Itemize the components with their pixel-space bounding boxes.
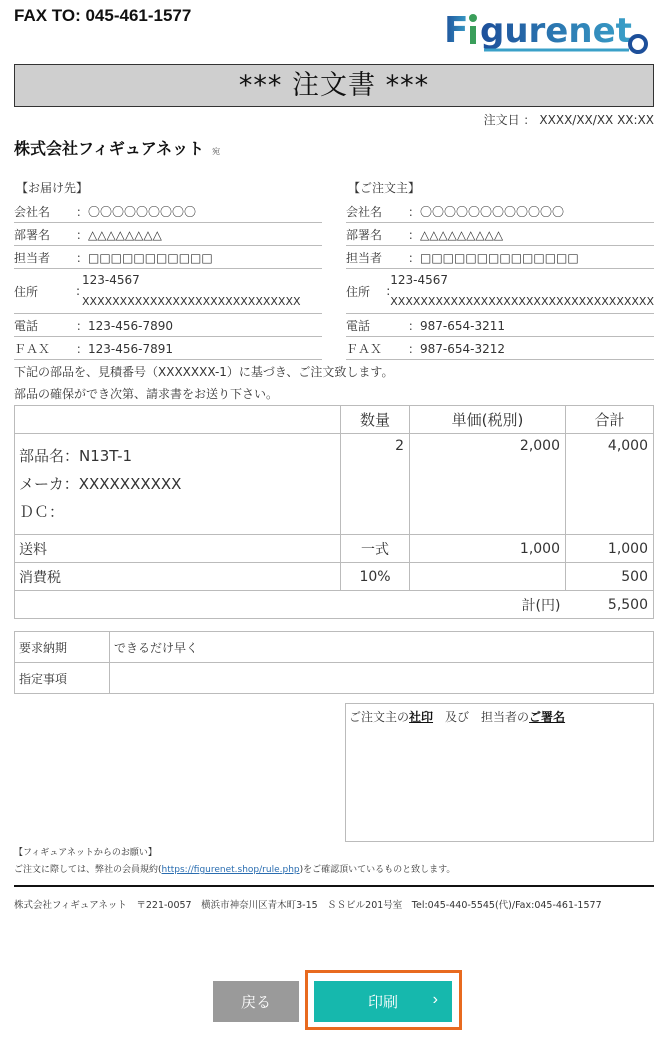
maker: メーカ：XXXXXXXXXX xyxy=(19,475,182,493)
sig-text: ご注文主の xyxy=(349,710,410,724)
sig-seal: 社印 xyxy=(409,710,434,724)
order-date-label: 注文日 ： xyxy=(483,113,536,127)
sum-label: 計(円) xyxy=(15,591,566,619)
table-row xyxy=(15,535,654,563)
field-label: ＦＡＸ xyxy=(14,341,51,356)
instructions-label: 指定事項 xyxy=(15,663,110,694)
zip-code: 123-4567 xyxy=(390,273,449,287)
rules-link[interactable]: https://figurenet.shop/rule.php xyxy=(161,865,300,875)
sig-text: 及び 担当者の xyxy=(433,710,530,724)
svg-text:F: F xyxy=(444,10,469,51)
field-row xyxy=(14,337,322,360)
field-label: 担当者 xyxy=(14,250,51,265)
due-date-label: 要求納期 xyxy=(15,632,110,663)
field-label: ＦＡＸ xyxy=(346,341,383,356)
company-footer: 株式会社フィギュアネット 〒221-0057 横浜市神奈川区青木町3-15 ＳＳビル201号室 Tel:045-440-5545(代)/Fax:045-461-1577 xyxy=(14,900,602,911)
back-button[interactable]: 戻る xyxy=(213,981,299,1022)
field-label: 電話 xyxy=(346,318,371,333)
instructions-value xyxy=(110,663,654,694)
sum-total: 5,500 xyxy=(566,591,654,619)
field-label: 電話 xyxy=(14,318,39,333)
shipping-unit: 1,000 xyxy=(410,535,566,563)
col-header-total: 合計 xyxy=(566,406,654,434)
fax-number: FAX TO: 045-461-1577 xyxy=(14,6,192,25)
col-header-item xyxy=(15,406,341,434)
shipping-total: 1,000 xyxy=(566,535,654,563)
field-row xyxy=(346,246,654,269)
delivery-address xyxy=(14,178,322,360)
tax-label: 消費税 xyxy=(15,563,341,591)
due-date-value: できるだけ早く xyxy=(110,632,654,663)
svg-text:gurenet: gurenet xyxy=(480,11,632,51)
field-label: 部署名 xyxy=(14,227,51,242)
item-qty: 2 xyxy=(341,434,410,535)
request-pre: ご注文に際しては、弊社の会員規約( xyxy=(14,865,162,875)
table-row xyxy=(15,632,654,663)
figurenet-logo xyxy=(444,6,654,62)
field-row xyxy=(14,223,322,246)
col-header-qty: 数量 xyxy=(341,406,410,434)
shipping-qty: 一式 xyxy=(341,535,410,563)
field-value: ：□□□□□□□□□□□ xyxy=(76,250,213,265)
order-note-1: 下記の部品を、見積番号（XXXXXXX-1）に基づき、ご注文致します。 xyxy=(14,365,394,379)
field-value: ：△△△△△△△△△ xyxy=(408,227,504,242)
field-value: ：△△△△△△△△ xyxy=(76,227,162,242)
field-row xyxy=(346,314,654,337)
item-unit-price: 2,000 xyxy=(410,434,566,535)
field-row xyxy=(346,200,654,223)
recipient-name: 株式会社フィギュアネット xyxy=(14,139,205,158)
divider xyxy=(14,885,654,887)
field-row xyxy=(14,200,322,223)
date-code: ＤＣ： xyxy=(19,503,65,521)
field-row xyxy=(346,337,654,360)
print-label: 印刷 xyxy=(367,994,398,1011)
col-header-unit-price: 単価(税別) xyxy=(410,406,566,434)
tax-unit xyxy=(410,563,566,591)
delivery-terms-table xyxy=(14,631,654,694)
field-label: 部署名 xyxy=(346,227,383,242)
address-row: 住所 : 123-4567 XXXXXXXXXXXXXXXXXXXXXXXXXXXXX xyxy=(14,269,322,314)
chevron-right-icon: › xyxy=(432,991,438,1008)
table-row xyxy=(15,663,654,694)
field-label: 会社名 xyxy=(14,204,51,219)
item-total: 4,000 xyxy=(566,434,654,535)
field-value: ：987-654-3212 xyxy=(408,341,506,356)
table-row xyxy=(15,563,654,591)
field-label: 担当者 xyxy=(346,250,383,265)
field-value: ：123-456-7891 xyxy=(76,341,174,356)
table-row xyxy=(15,591,654,619)
shipping-label: 送料 xyxy=(15,535,341,563)
recipient-suffix: 宛 xyxy=(212,147,221,156)
tax-rate: 10% xyxy=(341,563,410,591)
signature-box xyxy=(345,703,654,842)
sig-sign: ご署名 xyxy=(529,710,566,724)
section-heading: 【お届け先】 xyxy=(16,181,89,195)
field-value: ：〇〇〇〇〇〇〇〇〇〇〇〇 xyxy=(408,204,565,219)
request-post: )をご確認頂いているものと致します。 xyxy=(299,865,456,875)
field-row xyxy=(14,246,322,269)
recipient-company xyxy=(14,136,220,159)
field-value: ：〇〇〇〇〇〇〇〇〇 xyxy=(76,204,197,219)
item-description xyxy=(15,434,341,535)
tax-total: 500 xyxy=(566,563,654,591)
items-table xyxy=(14,405,654,619)
field-value: ：123-456-7890 xyxy=(76,318,174,333)
print-button[interactable] xyxy=(314,981,452,1022)
document-title: *** 注文書 *** xyxy=(14,64,654,107)
address-value: XXXXXXXXXXXXXXXXXXXXXXXXXXXXX xyxy=(82,295,301,308)
field-value: ：987-654-3211 xyxy=(408,318,506,333)
address-value: XXXXXXXXXXXXXXXXXXXXXXXXXXXXXXXXXXX xyxy=(390,295,654,308)
field-label: 住所 xyxy=(346,284,371,299)
address-row: 住所 : 123-4567 XXXXXXXXXXXXXXXXXXXXXXXXXXXXXXXXXXX xyxy=(346,269,654,314)
field-value: ：□□□□□□□□□□□□□□ xyxy=(408,250,579,265)
order-date-value: XXXX/XX/XX XX:XX xyxy=(539,113,654,127)
field-row xyxy=(14,314,322,337)
section-heading: 【ご注文主】 xyxy=(348,181,421,195)
order-date xyxy=(480,111,654,128)
zip-code: 123-4567 xyxy=(82,273,140,287)
field-row xyxy=(346,223,654,246)
orderer-address xyxy=(346,178,654,360)
field-label: 住所 xyxy=(14,284,39,299)
table-row xyxy=(15,434,654,535)
request-heading: 【フィギュアネットからのお願い】 xyxy=(14,848,157,858)
part-name: 部品名：N13T-1 xyxy=(19,447,133,465)
order-note-2: 部品の確保ができ次第、請求書をお送り下さい。 xyxy=(14,387,279,401)
field-label: 会社名 xyxy=(346,204,383,219)
request-text xyxy=(14,862,455,875)
